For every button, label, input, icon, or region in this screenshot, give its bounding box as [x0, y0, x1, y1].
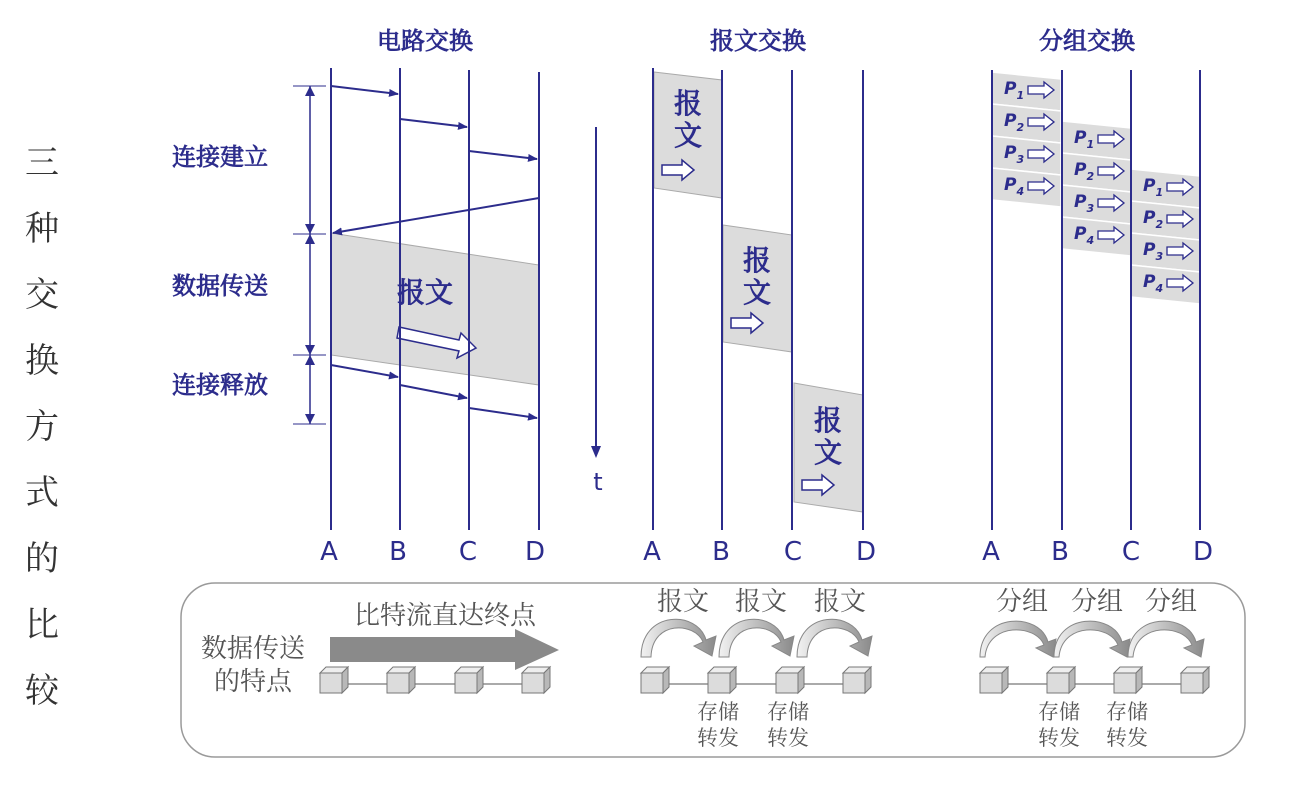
feature-label-line1: 数据传送	[200, 634, 306, 664]
node-label-c: C	[1121, 537, 1141, 567]
packet-switching-heading: 分组交换	[1039, 27, 1135, 55]
node-label-d: D	[524, 537, 546, 567]
setup-arrow-ab	[331, 86, 398, 94]
node-cube	[1181, 667, 1209, 693]
node-cube	[522, 667, 550, 693]
release-arrow-cd	[469, 408, 537, 418]
node-label-b: B	[712, 537, 730, 567]
circuit-switching-heading: 电路交换	[377, 27, 473, 55]
message-block-label-bottom: 文	[742, 276, 772, 309]
store-forward-label-line2: 转发	[697, 726, 739, 750]
store-forward-label-line2: 转发	[1038, 726, 1080, 750]
packet-label: $P_2$	[1004, 111, 1025, 134]
packet-hop-label: 分组	[1144, 587, 1198, 617]
packet-label: $P_3$	[1143, 240, 1164, 263]
phase-label-setup: 连接建立	[172, 143, 268, 171]
store-forward-label-line1: 存储	[697, 700, 739, 724]
message-switching-heading: 报文交换	[710, 27, 806, 55]
packet-grid	[992, 72, 1200, 304]
packet-block	[992, 168, 1061, 207]
packet-block	[1062, 217, 1131, 256]
node-cube	[708, 667, 736, 693]
setup-ack-arrow	[333, 198, 539, 233]
message-block-label-top: 报	[673, 87, 703, 120]
time-axis-label: t	[593, 468, 603, 496]
message-block-label-bottom: 文	[813, 436, 843, 469]
node-cube	[320, 667, 348, 693]
vertical-title-char: 较	[25, 671, 59, 711]
packet-hop-label: 分组	[1070, 587, 1124, 617]
setup-arrow-bc	[400, 119, 467, 127]
time-axis	[591, 127, 603, 496]
vertical-title-char: 比	[25, 605, 59, 645]
message-block-label-top: 报	[813, 404, 843, 437]
packet-label: $P_1$	[1074, 128, 1095, 151]
packet-label: $P_3$	[1004, 143, 1025, 166]
setup-arrow-cd	[469, 151, 537, 159]
vertical-title-char: 交	[25, 275, 59, 315]
node-cube	[455, 667, 483, 693]
phase-label-release: 连接释放	[172, 371, 268, 399]
node-cube	[776, 667, 804, 693]
packet-label: $P_4$	[1074, 224, 1095, 247]
packet-label: $P_2$	[1074, 160, 1095, 183]
packet-label: $P_3$	[1074, 192, 1095, 215]
vertical-title-char: 种	[25, 209, 59, 249]
vertical-title-char: 方	[25, 407, 59, 447]
vertical-title-char: 换	[25, 341, 59, 381]
node-cube	[387, 667, 415, 693]
node-cube	[843, 667, 871, 693]
phase-brackets	[293, 86, 326, 424]
message-hop-label: 报文	[734, 587, 788, 617]
packet-hop-label: 分组	[995, 587, 1049, 617]
store-forward-label-line1: 存储	[1038, 700, 1080, 724]
store-forward-label-line2: 转发	[767, 726, 809, 750]
vertical-title-char: 的	[25, 539, 59, 579]
node-cube	[980, 667, 1008, 693]
release-arrow-bc	[400, 385, 467, 398]
node-label-b: B	[389, 537, 407, 567]
packet-label: $P_1$	[1143, 176, 1164, 199]
phase-label-transfer: 数据传送	[172, 272, 268, 300]
node-label-c: C	[783, 537, 803, 567]
feature-label-line2: 的特点	[213, 667, 293, 697]
store-forward-label-line1: 存储	[767, 700, 809, 724]
message-block-label-bottom: 文	[673, 119, 703, 152]
node-cube	[1114, 667, 1142, 693]
message-switching-panel	[643, 27, 876, 567]
packet-label: $P_1$	[1004, 79, 1025, 102]
data-transfer-band	[331, 233, 539, 385]
node-label-c: C	[458, 537, 478, 567]
node-label-a: A	[320, 537, 338, 567]
node-label-d: D	[1192, 537, 1214, 567]
packet-label: $P_4$	[1143, 272, 1164, 295]
node-label-d: D	[855, 537, 877, 567]
packet-switching-panel	[982, 27, 1213, 567]
message-hop-label: 报文	[813, 587, 867, 617]
vertical-title	[25, 143, 60, 711]
release-arrow-ab	[331, 365, 398, 377]
characteristics-panel	[181, 583, 1245, 757]
store-forward-label-line1: 存储	[1106, 700, 1148, 724]
circuit-message-label: 报文	[396, 276, 454, 309]
store-forward-label-line2: 转发	[1106, 726, 1148, 750]
vertical-title-char: 式	[25, 473, 59, 513]
packet-label: $P_2$	[1143, 208, 1164, 231]
circuit-bitstream-note: 比特流直达终点	[353, 601, 537, 631]
packet-label: $P_4$	[1004, 175, 1025, 198]
message-block-label-top: 报	[742, 244, 772, 277]
packet-block	[1131, 265, 1200, 304]
circuit-switching-panel	[172, 27, 545, 567]
node-label-b: B	[1051, 537, 1069, 567]
node-label-a: A	[643, 537, 661, 567]
vertical-title-char: 三	[25, 143, 59, 183]
message-hop-label: 报文	[656, 587, 710, 617]
node-label-a: A	[982, 537, 1000, 567]
node-cube	[1047, 667, 1075, 693]
node-cube	[641, 667, 669, 693]
